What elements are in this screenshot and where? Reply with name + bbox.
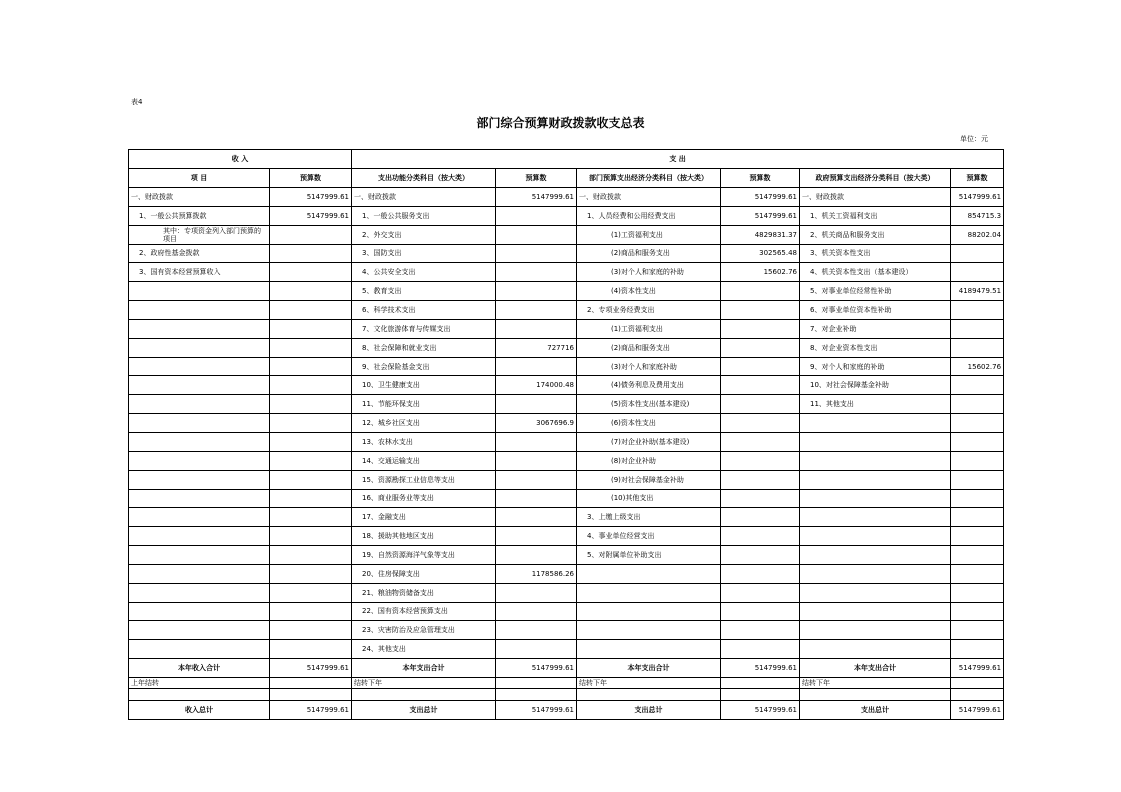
- next-carryover-label: 结转下年: [800, 677, 951, 688]
- amount-cell: [951, 602, 1004, 621]
- item-cell: [129, 564, 270, 583]
- amount-cell: [496, 263, 577, 282]
- table-row: [129, 225, 1004, 244]
- amount-cell: [721, 546, 800, 565]
- item-cell: 7、文化旅游体育与传媒支出: [352, 319, 496, 338]
- item-cell: [800, 546, 951, 565]
- item-cell: [800, 508, 951, 527]
- item-cell: [129, 357, 270, 376]
- item-cell: (7)对企业补助(基本建设): [577, 432, 721, 451]
- amount-cell: 3067696.9: [496, 414, 577, 433]
- col-head: 支出功能分类科目（按大类）: [352, 169, 496, 188]
- amount-cell: [951, 621, 1004, 640]
- table-row: [129, 470, 1004, 489]
- item-cell: 19、自然资源海洋气象等支出: [352, 546, 496, 565]
- col-head: 预算数: [270, 169, 352, 188]
- item-cell: [129, 527, 270, 546]
- amount-cell: [721, 338, 800, 357]
- item-cell: 2、政府性基金拨款: [129, 244, 270, 263]
- item-cell: [129, 546, 270, 565]
- amount-cell: [270, 376, 352, 395]
- item-cell: [129, 319, 270, 338]
- amount-cell: 5147999.61: [951, 188, 1004, 207]
- amount-cell: [951, 432, 1004, 451]
- amount-cell: [721, 432, 800, 451]
- amount-cell: [496, 319, 577, 338]
- grand-total-row: [129, 700, 1004, 719]
- amount-cell: [270, 244, 352, 263]
- amount-cell: [951, 376, 1004, 395]
- table-row: [129, 244, 1004, 263]
- item-cell: 13、农林水支出: [352, 432, 496, 451]
- income-grand-total: 5147999.61: [270, 700, 352, 719]
- col-head: 预算数: [721, 169, 800, 188]
- table-row: [129, 414, 1004, 433]
- amount-cell: 5147999.61: [721, 188, 800, 207]
- item-cell: [129, 376, 270, 395]
- table-row: [129, 376, 1004, 395]
- expense-grand-label: 支出总计: [577, 700, 721, 719]
- item-cell: [129, 301, 270, 320]
- item-cell: [129, 414, 270, 433]
- amount-cell: [270, 301, 352, 320]
- item-cell: (4)资本性支出: [577, 282, 721, 301]
- item-cell: (6)资本性支出: [577, 414, 721, 433]
- amount-cell: [951, 414, 1004, 433]
- item-cell: 5、对附属单位补助支出: [577, 546, 721, 565]
- amount-cell: [721, 319, 800, 338]
- table-row: [129, 621, 1004, 640]
- item-cell: (2)商品和服务支出: [577, 338, 721, 357]
- next-carryover-label: 结转下年: [577, 677, 721, 688]
- budget-table: [128, 149, 1004, 720]
- amount-cell: [496, 508, 577, 527]
- amount-cell: [721, 602, 800, 621]
- item-cell: 3、机关资本性支出: [800, 244, 951, 263]
- amount-cell: [496, 395, 577, 414]
- item-cell: 11、其他支出: [800, 395, 951, 414]
- item-cell: 一、财政拨款: [352, 188, 496, 207]
- item-cell: (8)对企业补助: [577, 451, 721, 470]
- amount-cell: [270, 546, 352, 565]
- amount-cell: [721, 301, 800, 320]
- item-cell: 12、城乡社区支出: [352, 414, 496, 433]
- amount-cell: [951, 301, 1004, 320]
- item-cell: 6、对事业单位资本性补助: [800, 301, 951, 320]
- table-row: [129, 583, 1004, 602]
- income-total-label: 本年收入合计: [129, 659, 270, 678]
- item-cell: (4)债务利息及费用支出: [577, 376, 721, 395]
- item-cell: (1)工资福利支出: [577, 225, 721, 244]
- table-row: [129, 546, 1004, 565]
- amount-cell: [496, 489, 577, 508]
- amount-cell: [951, 451, 1004, 470]
- item-cell: 1、一般公共预算拨款: [129, 206, 270, 225]
- amount-cell: [951, 244, 1004, 263]
- amount-cell: [496, 432, 577, 451]
- amount-cell: 5147999.61: [270, 206, 352, 225]
- table-row: [129, 451, 1004, 470]
- item-cell: 2、专项业务经费支出: [577, 301, 721, 320]
- item-cell: [129, 432, 270, 451]
- item-cell: 22、国有资本经营预算支出: [352, 602, 496, 621]
- prev-carryover-label: 上年结转: [129, 677, 270, 688]
- item-cell: [800, 564, 951, 583]
- expense-grand-label: 支出总计: [800, 700, 951, 719]
- amount-cell: 5147999.61: [270, 188, 352, 207]
- item-cell: 2、机关商品和服务支出: [800, 225, 951, 244]
- amount-cell: [721, 640, 800, 659]
- item-cell: 24、其他支出: [352, 640, 496, 659]
- amount-cell: [270, 282, 352, 301]
- item-cell: 23、灾害防治及应急管理支出: [352, 621, 496, 640]
- amount-cell: [270, 470, 352, 489]
- item-cell: [129, 451, 270, 470]
- item-cell: 17、金融支出: [352, 508, 496, 527]
- item-cell: [800, 583, 951, 602]
- table-row: [129, 602, 1004, 621]
- amount-cell: [270, 602, 352, 621]
- table-row: [129, 319, 1004, 338]
- item-cell: 20、住房保障支出: [352, 564, 496, 583]
- amount-cell: [951, 546, 1004, 565]
- amount-cell: [496, 640, 577, 659]
- amount-cell: [721, 357, 800, 376]
- amount-cell: [496, 301, 577, 320]
- amount-cell: 854715.3: [951, 206, 1004, 225]
- item-cell: [800, 621, 951, 640]
- amount-cell: [496, 527, 577, 546]
- expense-total-1: 5147999.61: [496, 659, 577, 678]
- item-cell: [129, 583, 270, 602]
- amount-cell: [496, 470, 577, 489]
- income-header: 收 入: [129, 150, 352, 169]
- amount-cell: [270, 508, 352, 527]
- table-row: [129, 489, 1004, 508]
- table-row: [129, 263, 1004, 282]
- amount-cell: [721, 282, 800, 301]
- item-cell: (3)对个人和家庭补助: [577, 357, 721, 376]
- col-head: 预算数: [951, 169, 1004, 188]
- col-head: 项 目: [129, 169, 270, 188]
- carryover-row: [129, 677, 1004, 688]
- item-cell: [129, 338, 270, 357]
- amount-cell: [270, 527, 352, 546]
- col-head: 政府预算支出经济分类科目（按大类）: [800, 169, 951, 188]
- amount-cell: 4829831.37: [721, 225, 800, 244]
- item-cell: 3、国防支出: [352, 244, 496, 263]
- table-row: [129, 640, 1004, 659]
- amount-cell: [951, 640, 1004, 659]
- amount-cell: [496, 602, 577, 621]
- item-cell: 3、国有资本经营预算收入: [129, 263, 270, 282]
- next-carryover-label: 结转下年: [352, 677, 496, 688]
- amount-cell: 1178586.26: [496, 564, 577, 583]
- item-cell: 一、财政拨款: [129, 188, 270, 207]
- table-row: [129, 188, 1004, 207]
- amount-cell: [721, 395, 800, 414]
- amount-cell: [721, 376, 800, 395]
- expense-total-label: 本年支出合计: [577, 659, 721, 678]
- amount-cell: [721, 451, 800, 470]
- table-row: [129, 395, 1004, 414]
- item-cell: [129, 470, 270, 489]
- item-cell: [577, 640, 721, 659]
- item-cell: 2、外交支出: [352, 225, 496, 244]
- amount-cell: [270, 319, 352, 338]
- item-cell: [577, 621, 721, 640]
- table-row: [129, 338, 1004, 357]
- item-cell: 8、对企业资本性支出: [800, 338, 951, 357]
- amount-cell: [721, 527, 800, 546]
- col-head: 部门预算支出经济分类科目（按大类）: [577, 169, 721, 188]
- item-cell: 一、财政拨款: [577, 188, 721, 207]
- item-cell: 3、上缴上级支出: [577, 508, 721, 527]
- amount-cell: [951, 583, 1004, 602]
- item-cell: 1、机关工资福利支出: [800, 206, 951, 225]
- totals-row: [129, 659, 1004, 678]
- amount-cell: [270, 395, 352, 414]
- item-cell: [129, 621, 270, 640]
- amount-cell: [951, 527, 1004, 546]
- amount-cell: [721, 508, 800, 527]
- amount-cell: [496, 583, 577, 602]
- item-cell: (10)其他支出: [577, 489, 721, 508]
- table-row: [129, 301, 1004, 320]
- amount-cell: [951, 338, 1004, 357]
- item-cell: [800, 527, 951, 546]
- expense-grand-total: 5147999.61: [721, 700, 800, 719]
- amount-cell: [270, 640, 352, 659]
- item-cell: 7、对企业补助: [800, 319, 951, 338]
- amount-cell: [496, 206, 577, 225]
- expense-grand-label: 支出总计: [352, 700, 496, 719]
- item-cell: [800, 640, 951, 659]
- item-cell: (5)资本性支出(基本建设): [577, 395, 721, 414]
- item-cell: 1、人员经费和公用经费支出: [577, 206, 721, 225]
- page-title: 部门综合预算财政拨款收支总表: [476, 116, 645, 130]
- unit-label: 单位：元: [960, 135, 988, 143]
- item-cell: 4、公共安全支出: [352, 263, 496, 282]
- item-cell: 21、粮油物资储备支出: [352, 583, 496, 602]
- amount-cell: [270, 489, 352, 508]
- item-cell: [800, 432, 951, 451]
- amount-cell: [496, 244, 577, 263]
- item-cell: 9、对个人和家庭的补助: [800, 357, 951, 376]
- item-cell: 4、机关资本性支出（基本建设）: [800, 263, 951, 282]
- item-cell: 6、科学技术支出: [352, 301, 496, 320]
- item-cell: 5、教育支出: [352, 282, 496, 301]
- item-cell: [577, 602, 721, 621]
- amount-cell: 15602.76: [721, 263, 800, 282]
- amount-cell: [951, 263, 1004, 282]
- amount-cell: [496, 357, 577, 376]
- amount-cell: [270, 451, 352, 470]
- amount-cell: 5147999.61: [496, 188, 577, 207]
- amount-cell: [951, 395, 1004, 414]
- amount-cell: [270, 338, 352, 357]
- expense-grand-total: 5147999.61: [951, 700, 1004, 719]
- item-cell: (9)对社会保障基金补助: [577, 470, 721, 489]
- expense-total-label: 本年支出合计: [352, 659, 496, 678]
- item-cell: 16、商业服务业等支出: [352, 489, 496, 508]
- item-cell: 14、交通运输支出: [352, 451, 496, 470]
- item-cell: 10、卫生健康支出: [352, 376, 496, 395]
- item-cell: 10、对社会保障基金补助: [800, 376, 951, 395]
- amount-cell: [270, 432, 352, 451]
- item-cell: [129, 602, 270, 621]
- item-cell: (3)对个人和家庭的补助: [577, 263, 721, 282]
- amount-cell: [270, 414, 352, 433]
- amount-cell: [270, 225, 352, 244]
- expense-total-3: 5147999.61: [951, 659, 1004, 678]
- amount-cell: [721, 489, 800, 508]
- expense-header: 支 出: [352, 150, 1004, 169]
- amount-cell: 4189479.51: [951, 282, 1004, 301]
- item-cell: 一、财政拨款: [800, 188, 951, 207]
- item-cell: [129, 640, 270, 659]
- col-head: 预算数: [496, 169, 577, 188]
- expense-grand-total: 5147999.61: [496, 700, 577, 719]
- item-cell: [800, 451, 951, 470]
- item-cell: 4、事业单位经营支出: [577, 527, 721, 546]
- table-row: [129, 357, 1004, 376]
- amount-cell: [496, 451, 577, 470]
- expense-total-label: 本年支出合计: [800, 659, 951, 678]
- item-cell: [800, 414, 951, 433]
- item-cell: 8、社会保障和就业支出: [352, 338, 496, 357]
- amount-cell: 727716: [496, 338, 577, 357]
- amount-cell: [951, 470, 1004, 489]
- amount-cell: [270, 564, 352, 583]
- amount-cell: [496, 546, 577, 565]
- amount-cell: [270, 263, 352, 282]
- amount-cell: [721, 621, 800, 640]
- amount-cell: [951, 508, 1004, 527]
- amount-cell: 5147999.61: [721, 206, 800, 225]
- amount-cell: [721, 414, 800, 433]
- amount-cell: [721, 470, 800, 489]
- table-row: [129, 282, 1004, 301]
- item-cell: [800, 470, 951, 489]
- item-cell: [577, 583, 721, 602]
- amount-cell: [270, 583, 352, 602]
- item-cell: [577, 564, 721, 583]
- amount-cell: [270, 357, 352, 376]
- item-cell: 1、一般公共服务支出: [352, 206, 496, 225]
- amount-cell: [496, 282, 577, 301]
- item-cell: [129, 508, 270, 527]
- amount-cell: [721, 583, 800, 602]
- amount-cell: 88202.04: [951, 225, 1004, 244]
- table-row: [129, 527, 1004, 546]
- income-total: 5147999.61: [270, 659, 352, 678]
- item-cell: 11、节能环保支出: [352, 395, 496, 414]
- income-grand-label: 收入总计: [129, 700, 270, 719]
- table-row: [129, 564, 1004, 583]
- amount-cell: 302565.48: [721, 244, 800, 263]
- amount-cell: [496, 621, 577, 640]
- amount-cell: [721, 564, 800, 583]
- amount-cell: [951, 564, 1004, 583]
- table-row: [129, 432, 1004, 451]
- item-cell: (1)工资福利支出: [577, 319, 721, 338]
- item-cell: (2)商品和服务支出: [577, 244, 721, 263]
- item-cell: [129, 282, 270, 301]
- item-cell: [800, 489, 951, 508]
- amount-cell: [951, 319, 1004, 338]
- item-cell: [129, 395, 270, 414]
- item-cell: 5、对事业单位经常性补助: [800, 282, 951, 301]
- item-cell: [129, 489, 270, 508]
- amount-cell: [496, 225, 577, 244]
- table-row: [129, 508, 1004, 527]
- item-cell: 9、社会保险基金支出: [352, 357, 496, 376]
- item-cell: 其中：专项资金列入部门预算的项目: [129, 225, 270, 244]
- table-row: [129, 206, 1004, 225]
- item-cell: 15、资源勘探工业信息等支出: [352, 470, 496, 489]
- amount-cell: 174000.48: [496, 376, 577, 395]
- table-number: 表4: [131, 98, 143, 106]
- amount-cell: [951, 489, 1004, 508]
- expense-total-2: 5147999.61: [721, 659, 800, 678]
- item-cell: [800, 602, 951, 621]
- amount-cell: 15602.76: [951, 357, 1004, 376]
- column-header-row: [129, 169, 1004, 188]
- item-cell: 18、援助其他地区支出: [352, 527, 496, 546]
- amount-cell: [270, 621, 352, 640]
